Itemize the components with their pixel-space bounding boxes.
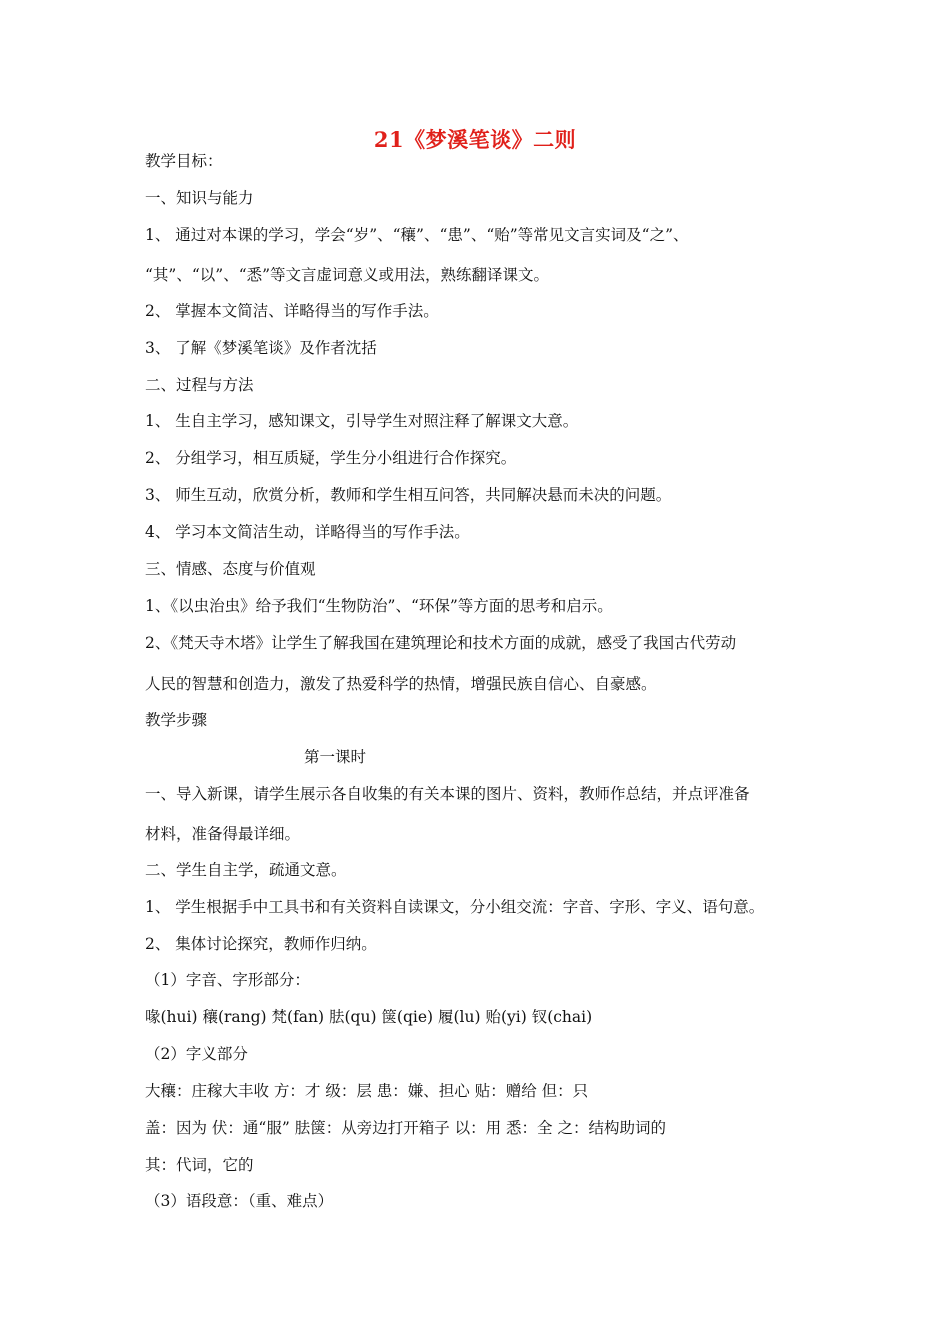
text-line: 2、 集体讨论探究，教师作归纳。 <box>145 935 377 953</box>
text-line: “其”、“以”、“悉”等文言虚词意义或用法，熟练翻译课文。 <box>145 266 550 284</box>
text-line: 一、知识与能力 <box>145 189 254 207</box>
text-line: 4、 学习本文简洁生动，详略得当的写作手法。 <box>145 523 470 541</box>
section-heading: 三、情感、态度与价值观 <box>145 560 316 578</box>
text-line: 1、 通过对本课的学习，学会“岁”、“穰”、“患”、“贻”等常见文言实词及“之”、 <box>145 226 689 244</box>
document-title: 21《梦溪笔谈》二则 <box>373 127 577 152</box>
text-line: 二、学生自主学，疏通文意。 <box>145 861 347 879</box>
lesson-heading: 第一课时 <box>304 748 367 766</box>
text-line: 教学目标： <box>145 152 223 170</box>
vocabulary-line: 大穰：庄稼大丰收 方：才 级：层 患：嫌、担心 贴：赠给 但：只 <box>145 1082 589 1100</box>
text-line: 3、 了解《梦溪笔谈》及作者沈括 <box>145 339 377 357</box>
section-heading: 二、过程与方法 <box>145 376 254 394</box>
text-line: （1）字音、字形部分： <box>145 971 310 989</box>
pronunciation-line: 喙(hui) 穰(rang) 梵(fan) 胠(qu) 箧(qie) 履(lu) 贻(yi) 钗(chai) <box>145 1008 593 1026</box>
text-line: 2、 分组学习，相互质疑，学生分小组进行合作探究。 <box>145 449 517 467</box>
text-line: 2、 掌握本文简洁、详略得当的写作手法。 <box>145 302 439 320</box>
text-line: 3、 师生互动，欣赏分析，教师和学生相互问答，共同解决悬而未决的问题。 <box>145 486 672 504</box>
text-line: 1、《以虫治虫》给予我们“生物防治”、“环保”等方面的思考和启示。 <box>145 597 613 615</box>
text-line: （2）字义部分 <box>145 1045 248 1063</box>
text-line: 材料，准备得最详细。 <box>145 825 301 843</box>
text-line: 1、 生自主学习，感知课文，引导学生对照注释了解课文大意。 <box>145 412 579 430</box>
text-line: 一、导入新课，请学生展示各自收集的有关本课的图片、资料，教师作总结，并点评准备 <box>145 785 750 803</box>
text-line: 1、 学生根据手中工具书和有关资料自读课文，分小组交流：字音、字形、字义、语句意。 <box>145 898 765 916</box>
text-line: （3）语段意：（重、难点） <box>145 1192 334 1210</box>
vocabulary-line: 盖：因为 伏：通“服” 胠箧：从旁边打开箱子 以：用 悉：全 之：结构助词的 <box>145 1119 666 1137</box>
text-line: 人民的智慧和创造力，激发了热爱科学的热情，增强民族自信心、自豪感。 <box>145 675 657 693</box>
section-heading: 教学步骤 <box>145 711 208 729</box>
text-line: 2、《梵天寺木塔》让学生了解我国在建筑理论和技术方面的成就，感受了我国古代劳动 <box>145 634 737 652</box>
vocabulary-line: 其：代词，它的 <box>145 1156 254 1174</box>
